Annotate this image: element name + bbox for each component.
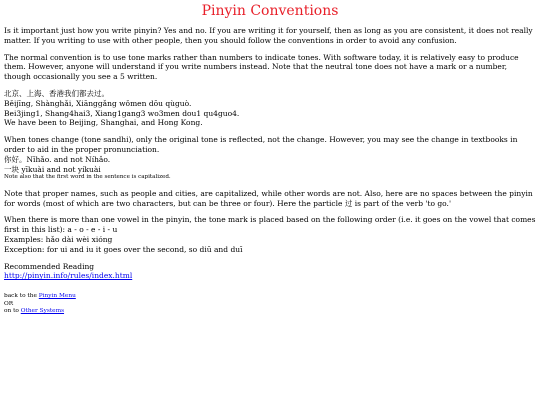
on-to-line: [4, 308, 536, 316]
recommended-heading: Recommended Reading: [4, 261, 95, 271]
sandhi-section: [4, 135, 536, 182]
vowel-section: [4, 215, 536, 254]
vowel-paragraph: When there is more than one vowel in the pinyin, the tone mark is placed based on the following order (i.e. it goes on the vowel that comes first in this list): a - o - e - i - u: [4, 215, 536, 235]
or-separator: OR: [4, 300, 14, 307]
normal-convention-paragraph: The normal convention is to use tone marks rather than numbers to indicate tones. With software today, it is relatively easy to produce them. However, anyone will understand if you write numbers instead. Note that the neutral tone does not have a mark or a number, though occasionally you see a 5 written.: [4, 52, 519, 82]
sandhi-paragraph: When tones change (tone sandhi), only the original tone is reflected, not the change. However, you may see the change in textbooks in order to aid in the proper pronunciation.: [4, 135, 518, 154]
on-to-prefix: on to: [4, 308, 21, 315]
example-tonemarks: Běijīng, Shànghǎi, Xiānggǎng wǒmen dōu qùguò.: [4, 98, 192, 108]
back-navigation: [4, 293, 536, 316]
example-numbers: Bei3jing1, Shang4hai3, Xiang1gang3 wo3men dou1 qu4guo4.: [4, 108, 240, 118]
other-systems-link[interactable]: Other Systems: [20, 308, 65, 315]
sandhi-example-1: 你好。Nǐhǎo. and not Níhǎo.: [4, 154, 111, 164]
pinyin-menu-link[interactable]: Pinyin Menu: [38, 293, 76, 300]
sandhi-note: Note also that the first word in the sentence is capitalized.: [4, 174, 171, 181]
recommended-link[interactable]: http://pinyin.info/rules/index.html: [4, 271, 133, 281]
intro-paragraph: Is it important just how you write pinyin? Yes and no. If you are writing it for yourself, then as long as you are consistent, it does not really matter. If you writing to use with other people, then you should follow the conventions in order to avoid any confusion.: [4, 26, 533, 45]
sandhi-example-2: 一块 yīkuài and not yíkuài: [4, 164, 101, 174]
example-chinese: 北京、上海、香港我们都去过。: [4, 88, 109, 98]
recommended-section: [4, 262, 536, 282]
back-to-prefix: back to the: [4, 293, 39, 300]
example-english: We have been to Beijing, Shanghai, and Hong Kong.: [4, 118, 203, 128]
proper-names-paragraph: Note that proper names, such as people and cities, are capitalized, while other words are not. Also, here are no spaces between the pinyin for words (most of which are two characters, but can be three or four). Here the particle 过 is part of the verb 'to go.': [4, 188, 533, 208]
vowel-exception: Exception: for ui and iu it goes over the second, so diū and duī: [4, 244, 243, 254]
back-to-line: [4, 293, 536, 301]
page-title: Pinyin Conventions: [201, 3, 339, 19]
normal-examples: [4, 89, 536, 128]
vowel-examples: Examples: hǎo dài wèi xióng: [4, 235, 113, 245]
